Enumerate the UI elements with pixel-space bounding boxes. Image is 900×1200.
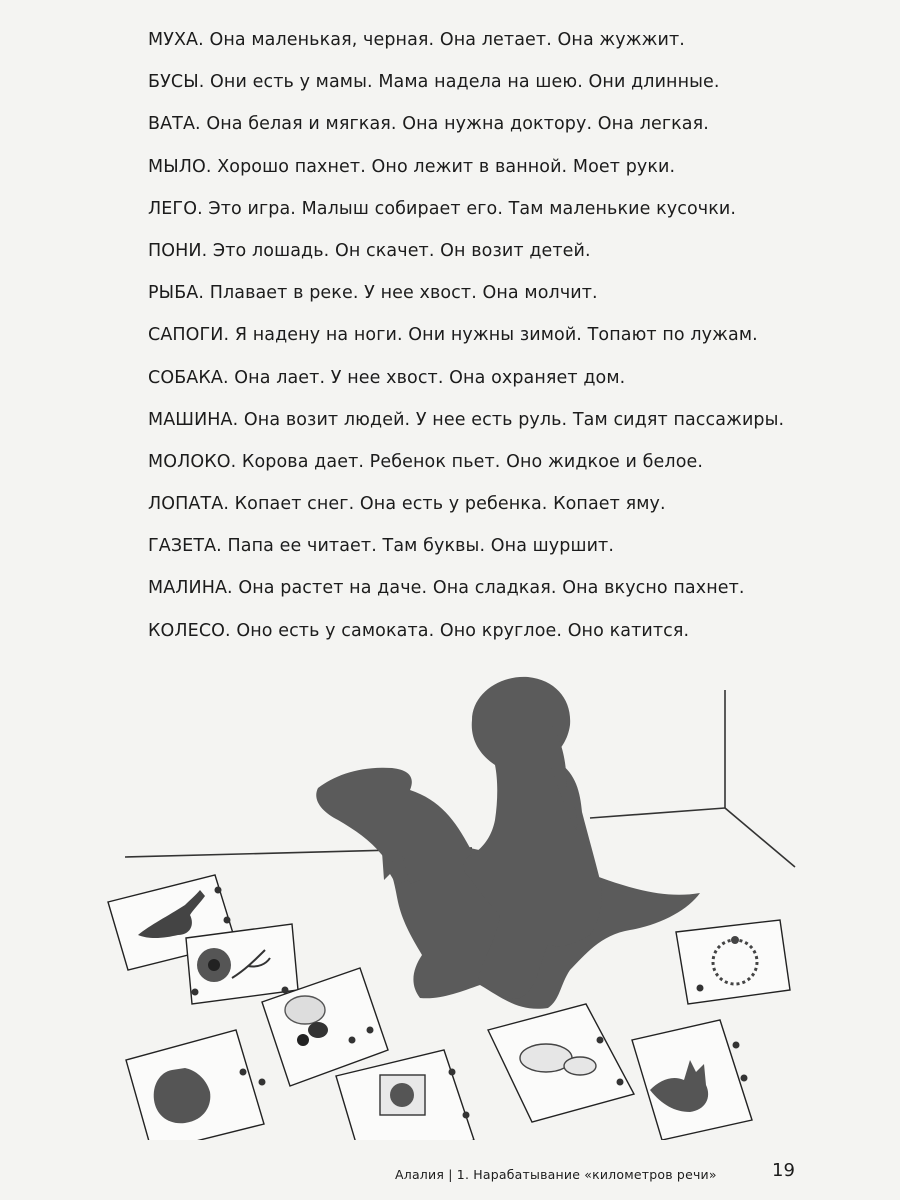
sentence-line: МУХА. Она маленькая, черная. Она летает. Она жужжит. <box>148 30 685 50</box>
sentence-list <box>148 30 848 663</box>
sentence-line: МОЛОКО. Корова дает. Ребенок пьет. Оно жидкое и белое. <box>148 451 704 472</box>
card-cat <box>632 1020 752 1140</box>
sentence-line: СОБАКА. Она лает. У нее хвост. Она охраняет дом. <box>148 367 626 388</box>
sentence-line: МАШИНА. Она возит людей. У нее есть руль. Там сидят пассажиры. <box>148 409 785 430</box>
bleed-through-shadow <box>100 30 105 72</box>
sentence-line: МЫЛО. Хорошо пахнет. Оно лежит в ванной. Моет руки. <box>148 156 676 177</box>
illustration <box>0 660 900 1140</box>
sentence-line: ГАЗЕТА. Папа ее читает. Там буквы. Она шуршит. <box>148 536 615 557</box>
sentence-line: ВАТА. Она белая и мягкая. Она нужна доктору. Она легкая. <box>148 114 709 135</box>
page-footer <box>0 1158 900 1188</box>
card-flower <box>186 924 298 1004</box>
card-beads <box>676 920 790 1004</box>
card-box <box>336 1050 474 1140</box>
sentence-line: ПОНИ. Это лошадь. Он скачет. Он возит детей. <box>148 240 591 261</box>
card-vase <box>126 1030 266 1140</box>
sentence-line: САПОГИ. Я надену на ноги. Они нужны зимой. Топают по лужам. <box>148 325 758 346</box>
sentence-line: ЛОПАТА. Копает снег. Она есть у ребенка. Копает яму. <box>148 494 666 515</box>
sentence-line: РЫБА. Плавает в реке. У нее хвост. Она молчит. <box>148 283 598 304</box>
sentence-line: КОЛЕСО. Оно есть у самоката. Оно круглое. Оно катится. <box>148 620 690 641</box>
running-title: Алалия | 1. Нарабатывание «километров речи» <box>395 1167 717 1182</box>
sentence-line: БУСЫ. Они есть у мамы. Мама надела на шею. Они длинные. <box>148 72 720 93</box>
sentence-line: МАЛИНА. Она растет на даче. Она сладкая. Она вкусно пахнет. <box>148 578 745 599</box>
sentence-line: ЛЕГО. Это игра. Малыш собирает его. Там маленькие кусочки. <box>148 198 737 219</box>
card-dishes <box>488 1004 634 1122</box>
page-number: 19 <box>772 1160 795 1181</box>
